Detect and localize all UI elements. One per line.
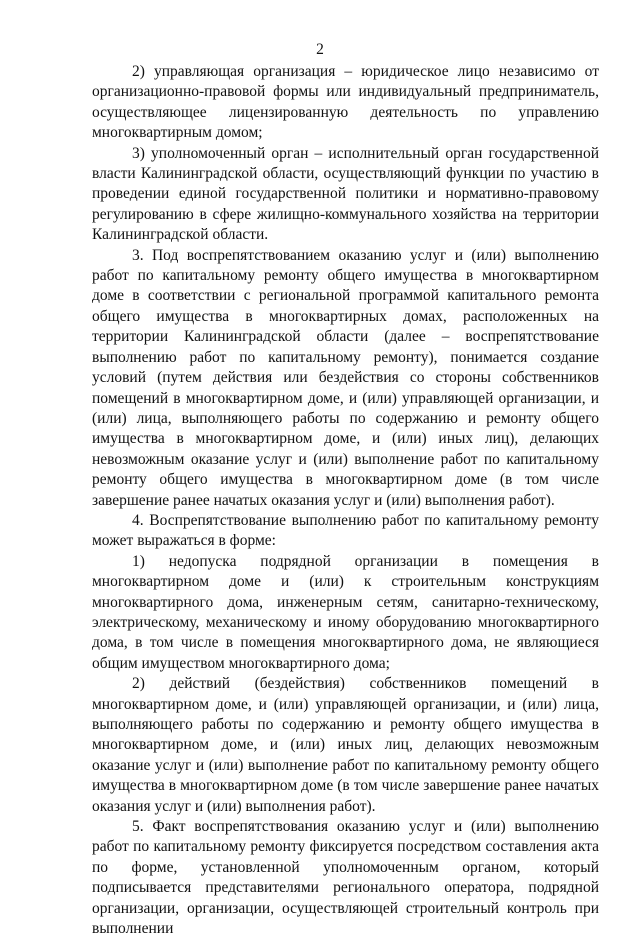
paragraph-section-4-item-1: 1) недопуска подрядной организации в помещения в многоквартирном доме и (или) к строительным конструкциям многоквартирного дома, инженерным сетям, санитарно-техническому, электрическому, механическому и иному оборудованию многоквартирного дома, в том числе в помещения многоквартирного дома, не являющиеся общим имуществом многоквартирного дома;: [92, 552, 599, 672]
page-number: 2: [316, 41, 324, 58]
paragraph-section-5: 5. Факт воспрепятствования оказанию услуг и (или) выполнению работ по капитальному ремонту фиксируется посредством составления акта по форме, установленной уполномоченным органом, который подписывается представителями регионального оператора, подрядной организации, организации, осуществляющей строительный контроль при выполнении: [92, 818, 599, 938]
paragraph-section-4-item-2: 2) действий (бездействия) собственников помещений в многоквартирном доме, и (или) управляющей организации, и (или) лица, выполняющего работы по содержанию и ремонту общего имущества в многоквартирном доме, и (или) иных лиц, делающих невозможным оказание услуг и (или) выполнение работ по капитальному ремонту общего имущества в многоквартирном доме (в том числе завершение ранее начатых оказания услуг и (или) выполнения работ).: [92, 675, 599, 815]
paragraph-authorized-body: 3) уполномоченный орган – исполнительный орган государственной власти Калининградской области, осуществляющий функции по участию в проведении единой государственной политики и нормативно-правовому регулированию в сфере жилищно-коммунального хозяйства на территории Калининградской области.: [92, 144, 599, 244]
document-body: [92, 62, 599, 939]
paragraph-section-3: 3. Под воспрепятствованием оказанию услуг и (или) выполнению работ по капитальному ремонту общего имущества в многоквартирном доме в соответствии с региональной программой капитального ремонта общего имущества в многоквартирных домах, расположенных на территории Калининградской области (далее – воспрепятствование выполнению работ по капитальному ремонту), понимается создание условий (путем действия или бездействия со стороны собственников помещений в многоквартирном доме, и (или) управляющей организации, и (или) лица, выполняющего работы по содержанию и ремонту общего имущества в многоквартирном доме, и (или) иных лиц), делающих невозможным оказание услуг и (или) выполнение работ по капитальному ремонту общего имущества в многоквартирном доме (в том числе завершение ранее начатых оказания услуг и (или) выполнения работ).: [92, 246, 599, 509]
paragraph-section-4: 4. Воспрепятствование выполнению работ по капитальному ремонту может выражаться в форме:: [92, 511, 599, 550]
paragraph-managing-organization: 2) управляющая организация – юридическое лицо независимо от организационно-правовой формы или индивидуальный предприниматель, осуществляющее лицензированную деятельность по управлению многоквартирным домом;: [92, 63, 599, 142]
